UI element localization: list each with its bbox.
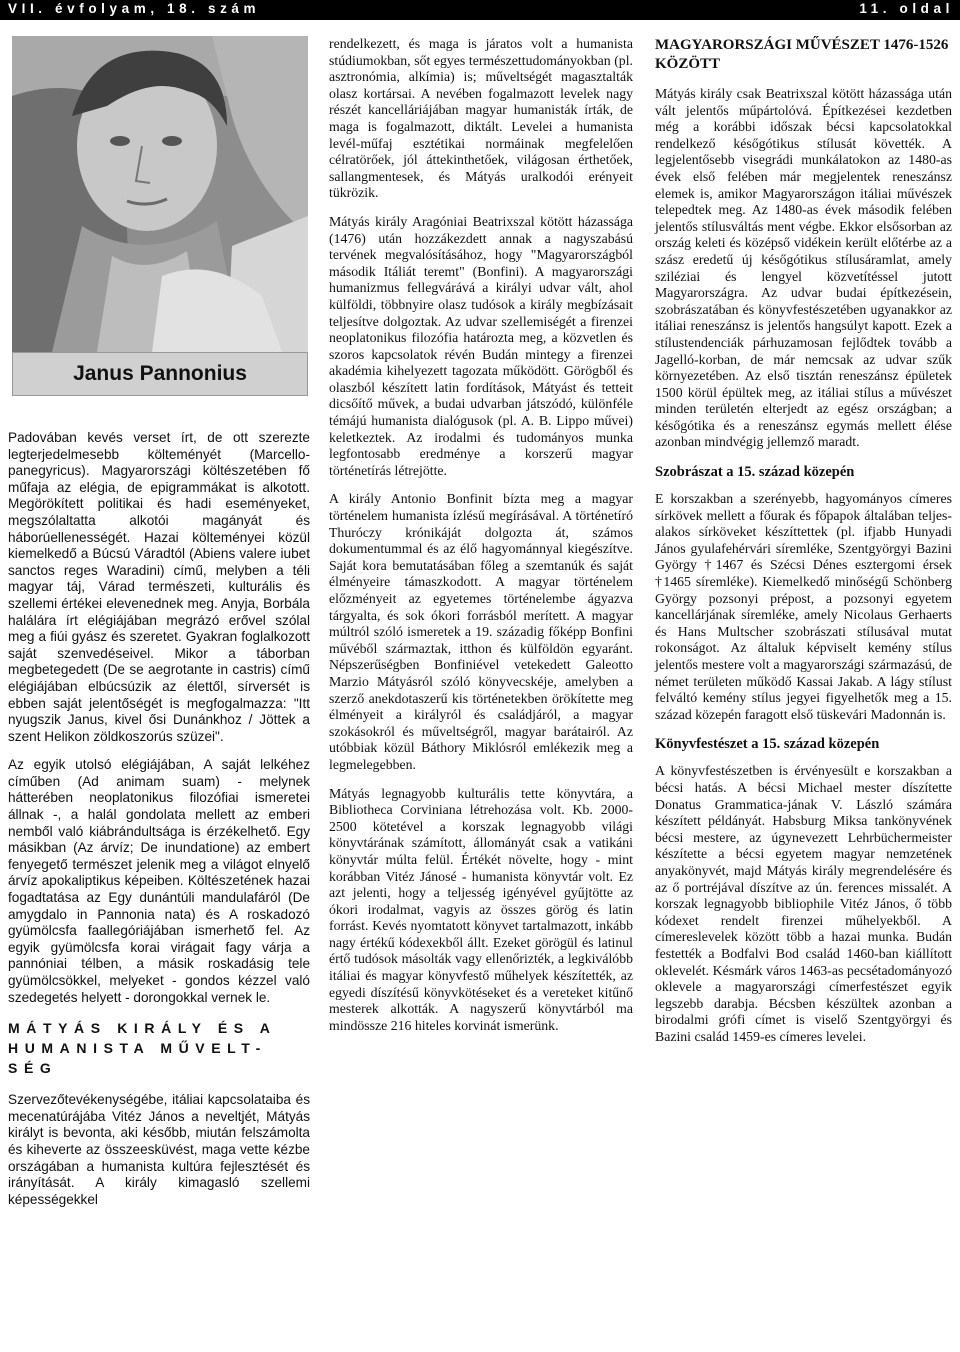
paragraph: Mátyás király Aragóniai Beatrixszal kötött házassága (1476) után hozzákezdett annak a nagyszabású tervének megvalósításához, hogy "Magyarországból második Itáliát teremt" (Bonfini). A magyarországi humanizmus fellegvárává a királyi udvar vált, ahol külföldi, többnyire olasz tudósok a király megbízásait teljesítve dolgoztak. Az udvar szellemiségét a firenzei neoplatonikus filozófia határozta meg, a közvetlen és szoros kapcsolatok révén Budán mintegy a firenzei akadémia kihelyezett tagozata működött. Görögből és olaszból készített latin fordítások, Mátyást és tetteit dicsőítő művek, a budai udvarban játszódó, különféle témájú humanista dialógusok (pl. A. B. Lippo művei) keletkeztek. Az irodalmi és tudományos munka legfontosabb eredménye a korszerű magyar történetírás létrejötte.: [329, 213, 633, 478]
column-left: [8, 36, 310, 1220]
paragraph: E korszakban a szerényebb, hagyományos címeres sírkövek mellett a főurak és főpapok általában teljes-alakos sírköveket készíttettek (pl. ifjabb Hunyadi János gyulafehérvári síremléke, Szentgyörgyi Bazini György †1467 és Szécsi Dénes esztergomi érsek †1465 síremléke). Kiemelkedő minőségű Schönberg György pozsonyi prépost, a pozsonyi egyetem kancellárjának síremléke, amely Nicolaus Gerhaerts és Hans Multscher szobrászati stílusával mutat rokonságot. Az általuk képviselt kemény stílus jelentős mestere volt a magyarországi származású, de német területen működő Kassai Jakab. A lágy stílust felváltó kemény stílus jegyei figyelhetők meg a 15. század közepén faragott első tüskevári Madonnán is.: [655, 491, 952, 722]
paragraph: Padovában kevés verset írt, de ott szerezte legterjedelmesebb költeményét (Marcello-panegyricus). Magyarországi költészetében fő műfaja az elégia, de epigrammákat is alkotott. Megörökített politikai és hadi eseményeket, megszólaltatta alkotói magányát és háborúellenességét. Hazai költeményei közül kiemelkedő a Búcsú Váradtól (Abiens valere iubet sanctos reges Waradini) című, melyben a téli magyar táj, Várad természeti, kulturális és szellemi értékei elevenednek meg. Anyja, Borbála halálára írt elégiájában megrázó erővel szólal meg a fiúi gyász és szeretet. Gyakran foglalkozott saját szenvedéseivel. Mikor a táborban megbetegedett (De se aegrotante in castris) című elégiájában elbúcsúzik az élettől, sírversét is ebben saját jelentőségét is megfogalmazza: "Itt nyugszik Janus, kivel ősi Dunánkhoz / Jöttek a szent Helikon zöldkoszorús szüzei".: [8, 430, 310, 744]
paragraph: Szervezőtevékenységébe, itáliai kapcsolataiba és mecenatúrájába Vitéz János a neveltjét, Mátyás királyt is bevonta, aki később, miután felszámolta és kiheverte az összeesküvést, maga vette kézbe országában a humanista kultúra fejlesztését és irányítását. A király kimagasló szellemi képességekkel: [8, 1092, 310, 1207]
paragraph: Az egyik utolsó elégiájában, A saját lelkéhez címűben (Ad animam suam) - melynek hátterében neoplatonikus filozófiai ismeretei állnak -, a halál gondolata mellett az emberi nemből való kiábrándultsága is érzékelhető. Egy másikban (Az árvíz; De inundatione) az embert fenyegető természet jelenik meg a világot elnyelő árvíz apokaliptikus képeiben. Költészetének hazai fogadtatása az Egy dunántúli mandulafáról (De amygdalo in Pannonia nata) és A roskadozó gyümölcsfa faallegóriájában ismerhető fel. Az egyik gyümölcsfa korai virágait fagy várja a pannóniai télben, a másik roskadásig tele gyümölcsökkel, melyeket - gondos kézzel való szedegetés helyett - dorongokkal vernek le.: [8, 757, 310, 1005]
section-heading: MÁTYÁS KIRÁLY ÉS A HUMANISTA MŰVELT-SÉG: [8, 1020, 276, 1077]
volume-issue: VII. évfolyam, 18. szám: [8, 1, 261, 16]
column-middle: [329, 36, 633, 1046]
paragraph: A könyvfestészetben is érvényesült e korszakban a bécsi hatás. A bécsi Michael mester díszítette Donatus Grammatica-jának V. László számára készített példányát. Habsburg Miksa tankönyvének bécsi mestere, az úgynevezett Lehrbüchermeister készítette a bécsi egyetem magyar nemzetének anyakönyvét, majd Mátyás király megrendelésére és az ő portréjával díszítve az ún. ferences missalét. A korszak legnagyobb bibliophile Vitéz János, ő több kódexet rendelt firenzei műhelyekből. A címereslevelek között több a hazai munka. Budán festették a Bodfalvi Bod család 1460-ban kiállított oklevelét. Késmárk város 1463-as pecsétadományozó oklevele a magyarországi címerfestészet egyik legszebb darabja. Bécsben készültek azonban a birodalmi grófi címet is viselő Szentgyörgyi és Bazini család 1459-es címeres levelei.: [655, 763, 952, 1044]
paragraph: rendelkezett, és maga is járatos volt a humanista stúdiumokban, sőt egyes természettudományokban (pl. asztronómia, alkímia) is; műveltségét magasztalták olasz kortársai. A nevében fogalmazott levelek nagy részét kancelláriájában magyar humanisták írták, de maga is fogalmazott, diktált. Levelei a humanista levél-műfaj esztétikai normáinak megfelelően célratörőek, jól áttekinthetőek, világosan érthetőek, sallangmentesek, és Mátyás uralkodói erényeit tükrözik.: [329, 36, 633, 201]
subheading-sculpture: Szobrászat a 15. század közepén: [655, 464, 855, 481]
portrait-image: [12, 36, 308, 352]
subheading-book-painting: Könyvfestészet a 15. század közepén: [655, 736, 880, 753]
paragraph: Mátyás legnagyobb kulturális tette könyvtára, a Bibliotheca Corviniana létrehozása volt. Kb. 2000-2500 kötetével a korszak legnagyobb világi könyvtárának számított, állományát csak a vatikáni könyvtár múlta felül. Értékét növelte, hogy - mint korábban Vitéz Jánosé - humanista könyvtár volt. Ez azt jelenti, hogy a teljesség igényével gyűjtötte az ókori irodalmat, vagyis az összes görög és latin forrást. Kevés nyomtatott könyvet tartalmazott, inkább nagy értékű kódexekből állt. Ezeket görögül és latinul értő tudósok másolták vagy ellenőrizték, a legkiválóbb itáliai és magyar könyvfestő műhelyek készítették, az egyedi díszítésű könyvkötéseket és a vereteket kitűnő mesterek alkották. A nagyszerű könyvtárból ma mindössze 216 hiteles korvinát ismerünk.: [329, 785, 633, 1033]
article-title: MAGYARORSZÁGI MŰVÉSZET 1476-1526 KÖZÖTT: [655, 37, 949, 72]
paragraph: A király Antonio Bonfinit bízta meg a magyar történelem humanista ízlésű megírásával. A történetíró Thuróczy krónikáját dolgozta át, számos dokumentummal és az élő hagyománnyal kiegészítve. Saját kora bemutatásában főleg a szemtanúk és saját élményeire támaszkodott. A magyar történelem előzményeit az egyetemes történelembe ágyazva tárgyalta, és sok ókori forrásból merített. A magyar múltról szóló ismeretek a 19. századig főképp Bonfini művéből származtak, itthon és külföldön egyaránt. Népszerűségben Bonfiniével vetekedett Galeotto Marzio Mátyásról szóló könyvecskéje, amelyben a szerző anekdotaszerű kis történetekben örökítette meg élményeit a királyról és családjáról, a magyar szokásokról és műveltségről, magyar barátairól. Az utóbbiak közül Báthory Miklósról emlékezik meg a legmelegebben.: [329, 491, 633, 772]
page-number: 11. oldal: [859, 1, 954, 16]
column-right: [655, 36, 952, 1057]
page-header: [0, 0, 960, 20]
paragraph: Mátyás király csak Beatrixszal kötött házassága után vált jelentős műpártolóvá. Építkezései kezdetben még a korábbi időszak bécsi kapcsolatokkal rendelkező későgótikus stílusát követték. A legjelentősebb visegrádi munkálatokon az 1480-as évek első felében már megjelentek reneszánsz elemek is, amikor Magyarországon itáliai művészek telepedtek meg. Az 1480-as évek második felében jelentős stílusváltás ment végbe. Ekkor elsősorban az ország keleti és középső vidékein került előtérbe az a szász eredetű új későgótikus stílusáramlat, amely sziléziai és lengyel közvetítéssel jutott Magyarországra. Az udvar budai építkezésein, szobrászatában és könyvfestészetében ugyanakkor az itáliai reneszánsz is jelentős hangsúlyt kapott. Ezek a stílustendenciák párhuzamosan fejlődtek tovább a Jagelló-korban, de már nemcsak az udvar szűk környezetében. Az első tisztán reneszánsz épületek 1500 körül épültek meg, az itáliai stílus a művészet minden területén elterjedt az egész országban; a későgótika és a reneszánsz egymás mellett élése azonban mindvégig jellemző maradt.: [655, 86, 952, 450]
portrait-illustration: [12, 36, 308, 352]
portrait-caption: Janus Pannonius: [12, 352, 308, 396]
